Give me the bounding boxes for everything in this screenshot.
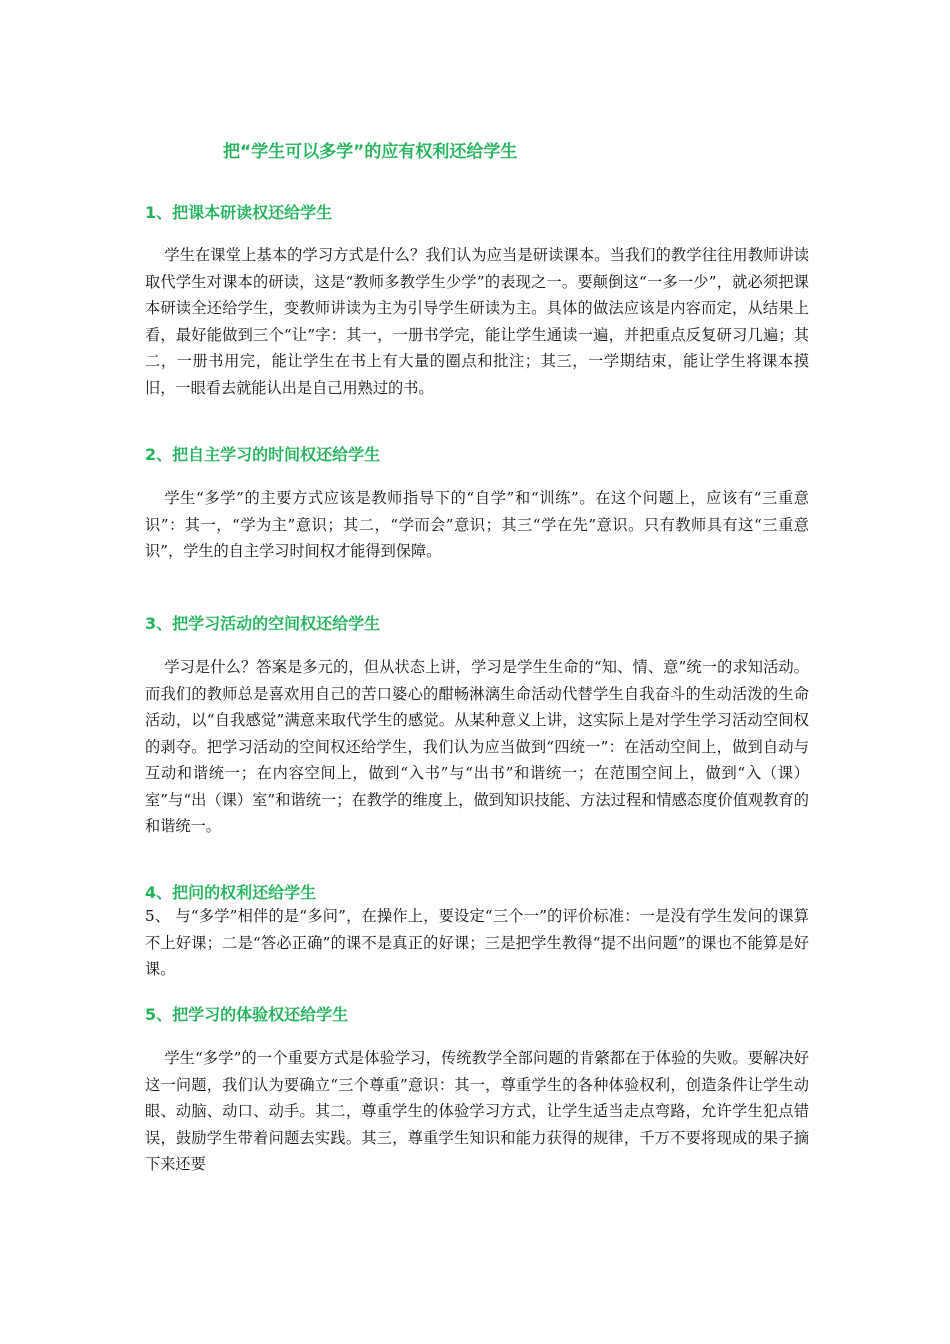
section-paragraph-1: 学生在课堂上基本的学习方式是什么？我们认为应当是研读课本。当我们的教学往往用教师讲读取代学生对课本的研读，这是“教师多教学生少学”的表现之一。要颠倒这“一多一少”，就必须把课本研读全还给学生，变教师讲读为主为引导学生研读为主。具体的做法应该是内容而定，从结果上看，最好能做到三个“让”字：其一，一册书学完，能让学生通读一遍，并把重点反复研习几遍；其二，一册书用完，能让学生在书上有大量的圈点和批注；其三，一学期结束，能让学生将课本摸旧，一眼看去就能认出是自己用熟过的书。 (145, 246, 809, 397)
section-heading-2: 2、把自主学习的时间权还给学生 (145, 445, 381, 464)
document-title: 把“学生可以多学”的应有权利还给学生 (223, 142, 518, 162)
section-paragraph-3: 学习是什么？答案是多元的，但从状态上讲，学习是学生生命的“知、情、意”统一的求知活动。而我们的教师总是喜欢用自己的苦口婆心的酣畅淋漓生命活动代替学生自我奋斗的生动活泼的生命活动，以“自我感觉”满意来取代学生的感觉。从某种意义上讲，这实际上是对学生学习活动空间权的剥夺。把学习活动的空间权还给学生，我们认为应当做到“四统一”：在活动空间上，做到自动与互动和谐统一；在内容空间上，做到“入书”与“出书”和谐统一；在范围空间上，做到“入（课）室”与“出（课）室”和谐统一；在教学的维度上，做到知识技能、方法过程和情感态度价值观教育的和谐统一。 (145, 658, 809, 835)
section-heading-1: 1、把课本研读权还给学生 (145, 203, 333, 222)
section-paragraph-5: 学生“多学”的一个重要方式是体验学习，传统教学全部问题的肯綮都在于体验的失败。要解决好这一问题，我们认为要确立“三个尊重”意识：其一，尊重学生的各种体验权利，创造条件让学生动眼、动脑、动口、动手。其二，尊重学生的体验学习方式，让学生适当走点弯路，允许学生犯点错误，鼓励学生带着问题去实践。其三，尊重学生知识和能力获得的规律，千万不要将现成的果子摘下来还要 (145, 1049, 809, 1173)
section-heading-5: 5、把学习的体验权还给学生 (145, 1005, 349, 1024)
section-paragraph-4: 5、 与“多学”相伴的是“多问”，在操作上，要设定“三个一”的评价标准：一是没有学生发问的课算不上好课；二是“答必正确”的课不是真正的好课；三是把学生教得“提不出问题”的课也不能算是好课。 (145, 907, 809, 978)
section-heading-3: 3、把学习活动的空间权还给学生 (145, 614, 381, 633)
section-paragraph-2: 学生“多学”的主要方式应该是教师指导下的“自学”和“训练”。在这个问题上，应该有“三重意识”：其一，“学为主”意识；其二，“学而会”意识；其三“学在先”意识。只有教师具有这“三重意识”，学生的自主学习时间权才能得到保障。 (145, 489, 809, 560)
section-heading-4: 4、把问的权利还给学生 (145, 883, 317, 902)
